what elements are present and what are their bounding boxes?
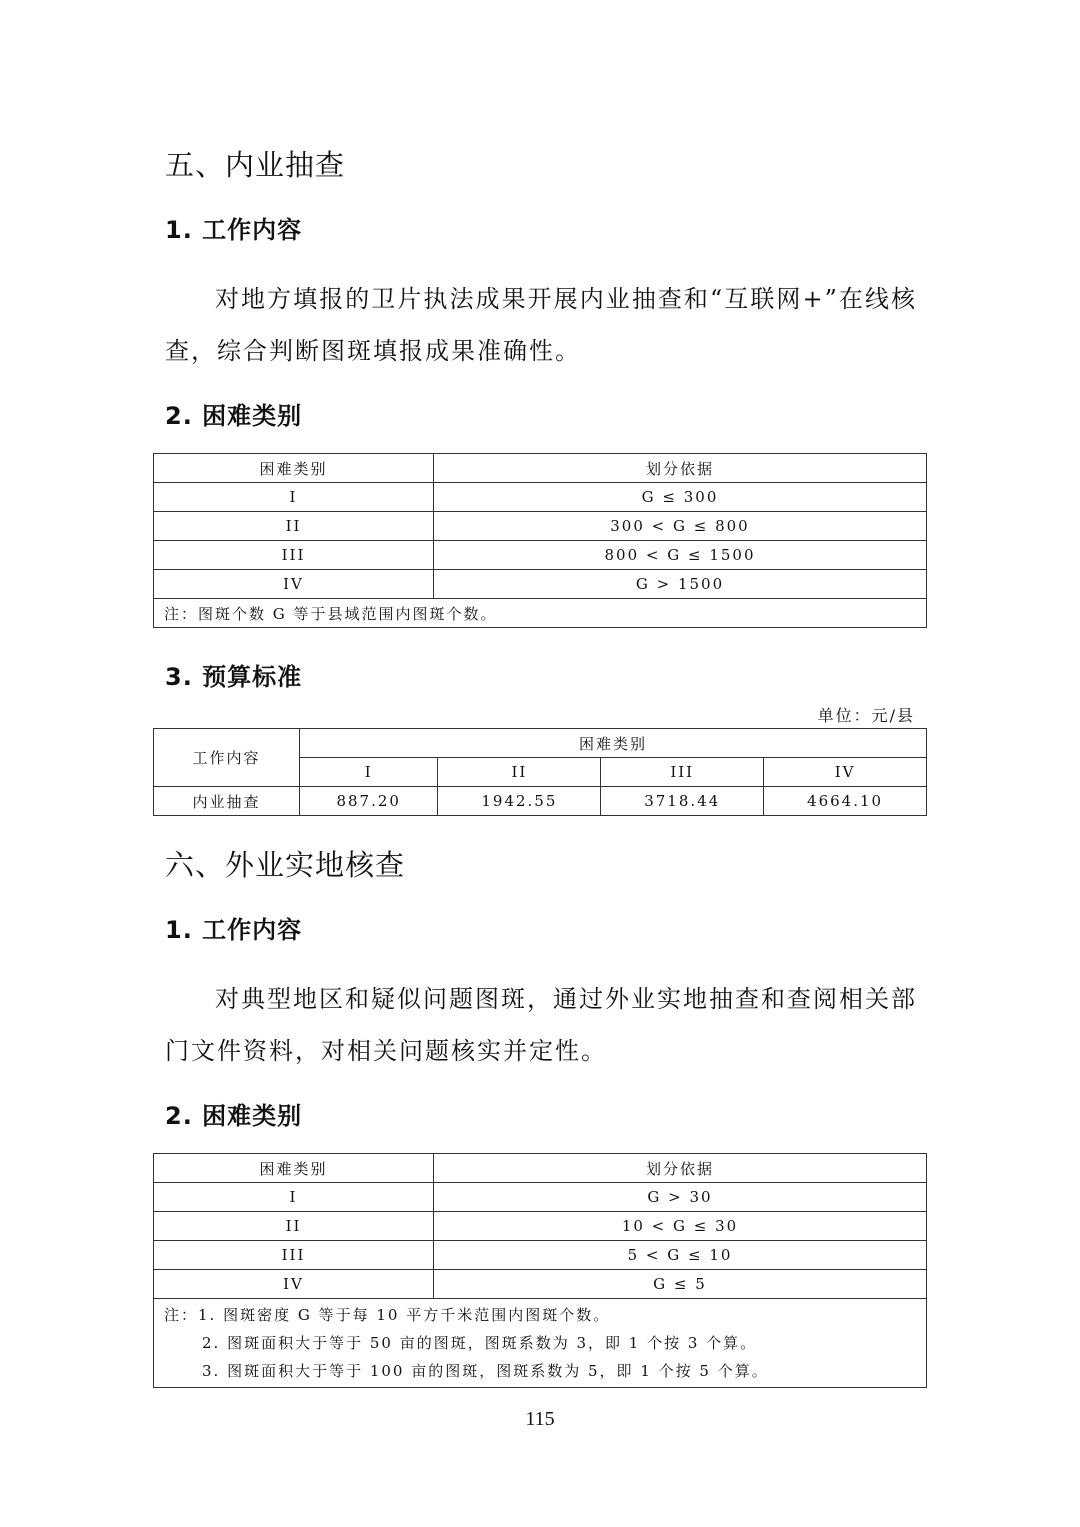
section5-work-heading: 1. 工作内容 xyxy=(165,216,303,244)
table-cell: I xyxy=(154,1183,434,1212)
section5-difficulty-table xyxy=(153,453,927,628)
table-cell: IV xyxy=(154,570,434,599)
table-notes xyxy=(154,1299,927,1388)
table-row xyxy=(154,483,927,512)
section6-work-heading: 1. 工作内容 xyxy=(165,916,303,944)
table-header: 工作内容 xyxy=(154,729,300,787)
table-cell: G ≤ 5 xyxy=(434,1270,927,1299)
section5-budget-heading: 3. 预算标准 xyxy=(165,663,303,691)
table-note: 3. 图斑面积大于等于 100 亩的图斑，图斑系数为 5，即 1 个按 5 个算。 xyxy=(202,1362,769,1380)
table-header: 困难类别 xyxy=(300,729,927,758)
table-cell: III xyxy=(154,1241,434,1270)
table-cell: III xyxy=(154,541,434,570)
table-cell: G > 30 xyxy=(434,1183,927,1212)
table-header: 划分依据 xyxy=(434,1154,927,1183)
table-cell: 887.20 xyxy=(300,787,438,816)
table-row xyxy=(154,787,927,816)
table-cell: II xyxy=(154,512,434,541)
table-cell: II xyxy=(154,1212,434,1241)
table-cell: 内业抽查 xyxy=(154,787,300,816)
table-cell: 3718.44 xyxy=(601,787,764,816)
table-note: 2. 图斑面积大于等于 50 亩的图斑，图斑系数为 3，即 1 个按 3 个算。 xyxy=(202,1334,758,1352)
table-row xyxy=(154,1212,927,1241)
table-row xyxy=(154,570,927,599)
table-cell: G > 1500 xyxy=(434,570,927,599)
table-header: IV xyxy=(764,758,927,787)
table-cell: G ≤ 300 xyxy=(434,483,927,512)
section6-work-text: 对典型地区和疑似问题图斑，通过外业实地抽查和查阅相关部门文件资料，对相关问题核实并定性。 xyxy=(165,985,917,1065)
table-row xyxy=(154,1241,927,1270)
table-cell: IV xyxy=(154,1270,434,1299)
section5-title: 五、内业抽查 xyxy=(165,148,346,182)
table-header: 困难类别 xyxy=(154,1154,434,1183)
table-cell: 300 < G ≤ 800 xyxy=(434,512,927,541)
page-number: 115 xyxy=(525,1408,555,1430)
section5-work-text: 对地方填报的卫片执法成果开展内业抽查和“互联网+”在线核查，综合判断图斑填报成果准确性。 xyxy=(165,285,917,365)
table-header: 划分依据 xyxy=(434,454,927,483)
table-row xyxy=(154,1183,927,1212)
table-cell: 4664.10 xyxy=(764,787,927,816)
table-note: 注：图斑个数 G 等于县域范围内图斑个数。 xyxy=(154,599,927,628)
table-note: 注：1. 图斑密度 G 等于每 10 平方千米范围内图斑个数。 xyxy=(164,1306,611,1324)
table-cell: 1942.55 xyxy=(438,787,601,816)
table-header: 困难类别 xyxy=(154,454,434,483)
table-row xyxy=(154,541,927,570)
budget-unit: 单位：元/县 xyxy=(817,706,915,725)
table-header: I xyxy=(300,758,438,787)
table-header: II xyxy=(438,758,601,787)
table-row xyxy=(154,1270,927,1299)
table-cell: 800 < G ≤ 1500 xyxy=(434,541,927,570)
section5-difficulty-heading: 2. 困难类别 xyxy=(165,402,303,430)
table-cell: 5 < G ≤ 10 xyxy=(434,1241,927,1270)
section6-title: 六、外业实地核查 xyxy=(165,848,406,882)
section6-difficulty-heading: 2. 困难类别 xyxy=(165,1102,303,1130)
table-cell: I xyxy=(154,483,434,512)
table-header: III xyxy=(601,758,764,787)
table-cell: 10 < G ≤ 30 xyxy=(434,1212,927,1241)
table-row xyxy=(154,512,927,541)
section6-difficulty-table xyxy=(153,1153,927,1388)
section5-budget-table xyxy=(153,728,927,816)
